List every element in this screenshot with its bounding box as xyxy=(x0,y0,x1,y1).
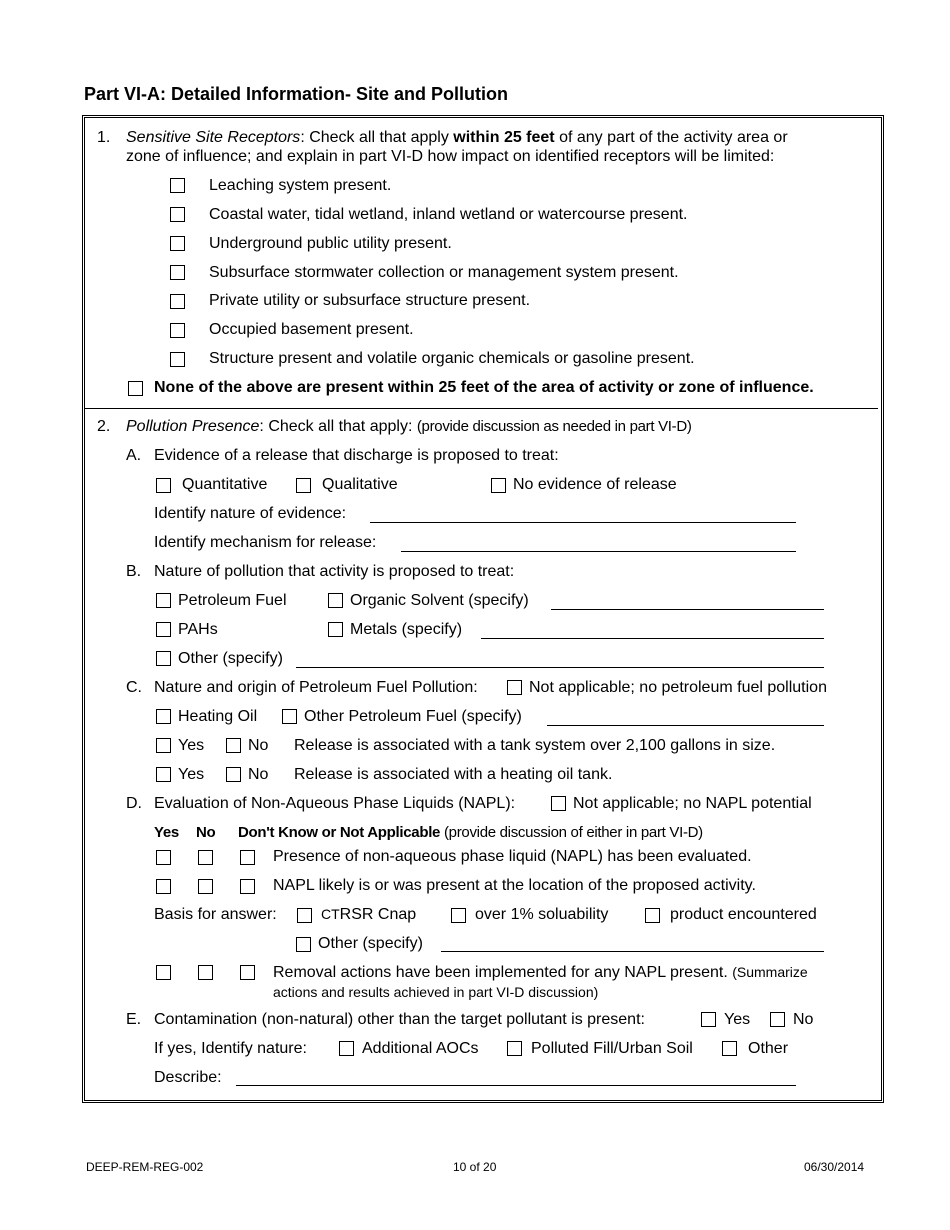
receptor-label: Subsurface stormwater collection or management system present. xyxy=(209,264,679,281)
quantitative-label: Quantitative xyxy=(182,476,268,493)
napl-evaluated-no-checkbox[interactable] xyxy=(198,850,213,865)
removal-yes-checkbox[interactable] xyxy=(156,965,171,980)
receptor-checkbox-underground[interactable] xyxy=(170,236,185,251)
yes-label: Yes xyxy=(178,766,205,783)
identify-mechanism-field[interactable] xyxy=(401,551,796,552)
basis-solubility-label: over 1% soluability xyxy=(475,906,609,923)
other-contamination-checkbox[interactable] xyxy=(722,1041,737,1056)
heating-tank-no-checkbox[interactable] xyxy=(226,767,241,782)
removal-question xyxy=(273,964,808,982)
form-date: 06/30/2014 xyxy=(804,1160,865,1174)
heating-tank-question: Release is associated with a heating oil tank. xyxy=(294,766,613,783)
napl-evaluated-dk-checkbox[interactable] xyxy=(240,850,255,865)
section1-heading-pre: : Check all that apply xyxy=(300,129,454,146)
identify-nature-label: Identify nature of evidence: xyxy=(154,505,347,522)
organic-solvent-checkbox[interactable] xyxy=(328,593,343,608)
petroleum-fuel-label: Petroleum Fuel xyxy=(178,592,287,609)
none-present-checkbox[interactable] xyxy=(128,381,143,396)
basis-label: Basis for answer: xyxy=(154,906,277,923)
form-id: DEEP-REM-REG-002 xyxy=(86,1160,204,1174)
receptor-checkbox-coastal[interactable] xyxy=(170,207,185,222)
contamination-no-label: No xyxy=(793,1011,814,1028)
napl-present-dk-checkbox[interactable] xyxy=(240,879,255,894)
section2-heading-italic: Pollution Presence xyxy=(126,418,260,435)
basis-solubility-checkbox[interactable] xyxy=(451,908,466,923)
section1-heading-line2: zone of influence; and explain in part VI-D how impact on identified receptors will be limited: xyxy=(126,148,775,165)
page-title: Part VI-A: Detailed Information- Site and Pollution xyxy=(84,84,509,104)
none-present-label: None of the above are present within 25 feet of the area of activity or zone of influence. xyxy=(154,379,814,396)
qualitative-label: Qualitative xyxy=(322,476,398,493)
contamination-yes-label: Yes xyxy=(724,1011,751,1028)
item-e-letter: E. xyxy=(126,1011,142,1028)
other-pollution-checkbox[interactable] xyxy=(156,651,171,666)
describe-field[interactable] xyxy=(236,1085,796,1086)
receptor-checkbox-basement[interactable] xyxy=(170,323,185,338)
napl-na-checkbox[interactable] xyxy=(551,796,566,811)
other-fuel-label: Other Petroleum Fuel (specify) xyxy=(304,708,522,725)
other-fuel-checkbox[interactable] xyxy=(282,709,297,724)
col-header-dont-know-label: Don't Know or Not Applicable xyxy=(238,824,441,841)
col-header-yes: Yes xyxy=(154,824,179,841)
item-c-text: Nature and origin of Petroleum Fuel Pollution: xyxy=(154,679,478,696)
receptor-checkbox-stormwater[interactable] xyxy=(170,265,185,280)
tank-system-question: Release is associated with a tank system over 2,100 gallons in size. xyxy=(294,737,776,754)
basis-rsr: RSR Cnap xyxy=(339,906,417,923)
removal-note-start: (Summarize xyxy=(732,964,808,980)
item-b-letter: B. xyxy=(126,563,142,580)
metals-field[interactable] xyxy=(481,638,824,639)
petroleum-fuel-checkbox[interactable] xyxy=(156,593,171,608)
yes-label: Yes xyxy=(178,737,205,754)
receptor-checkbox-leaching[interactable] xyxy=(170,178,185,193)
item-d-letter: D. xyxy=(126,795,142,812)
no-label: No xyxy=(248,766,269,783)
no-evidence-checkbox[interactable] xyxy=(491,478,506,493)
pahs-checkbox[interactable] xyxy=(156,622,171,637)
receptor-checkbox-structure-voc[interactable] xyxy=(170,352,185,367)
basis-product-checkbox[interactable] xyxy=(645,908,660,923)
contamination-no-checkbox[interactable] xyxy=(770,1012,785,1027)
receptor-label: Leaching system present. xyxy=(209,177,392,194)
tank-system-yes-checkbox[interactable] xyxy=(156,738,171,753)
item-d-text: Evaluation of Non-Aqueous Phase Liquids (NAPL): xyxy=(154,795,516,812)
col-header-note: (provide discussion of either in part VI-D) xyxy=(443,824,703,841)
basis-rsr-checkbox[interactable] xyxy=(297,908,312,923)
metals-checkbox[interactable] xyxy=(328,622,343,637)
organic-solvent-field[interactable] xyxy=(551,609,824,610)
section2-heading-note: (provide discussion as needed in part VI-D) xyxy=(416,418,692,435)
col-header-dont-know xyxy=(238,824,703,841)
item-c-letter: C. xyxy=(126,679,142,696)
tank-system-no-checkbox[interactable] xyxy=(226,738,241,753)
heating-oil-checkbox[interactable] xyxy=(156,709,171,724)
additional-aocs-label: Additional AOCs xyxy=(362,1040,479,1057)
receptor-checkbox-private-utility[interactable] xyxy=(170,294,185,309)
removal-no-checkbox[interactable] xyxy=(198,965,213,980)
col-header-no: No xyxy=(196,824,216,841)
napl-na-label: Not applicable; no NAPL potential xyxy=(573,795,812,812)
receptor-label: Structure present and volatile organic chemicals or gasoline present. xyxy=(209,350,695,367)
receptor-label: Underground public utility present. xyxy=(209,235,452,252)
napl-present-yes-checkbox[interactable] xyxy=(156,879,171,894)
napl-present-question: NAPL likely is or was present at the location of the proposed activity. xyxy=(273,877,756,894)
item-a-letter: A. xyxy=(126,447,142,464)
section1-heading-italic: Sensitive Site Receptors xyxy=(126,129,301,146)
pahs-label: PAHs xyxy=(178,621,218,638)
section1-heading xyxy=(126,129,788,147)
other-fuel-field[interactable] xyxy=(547,725,824,726)
other-pollution-label: Other (specify) xyxy=(178,650,283,667)
other-pollution-field[interactable] xyxy=(296,667,824,668)
additional-aocs-checkbox[interactable] xyxy=(339,1041,354,1056)
section2-heading-post: : Check all that apply: xyxy=(259,418,417,435)
removal-note-end: actions and results achieved in part VI-D discussion) xyxy=(273,984,599,1000)
basis-product-label: product encountered xyxy=(670,906,817,923)
removal-dk-checkbox[interactable] xyxy=(240,965,255,980)
basis-other-field[interactable] xyxy=(441,951,824,952)
quantitative-checkbox[interactable] xyxy=(156,478,171,493)
qualitative-checkbox[interactable] xyxy=(296,478,311,493)
heating-oil-label: Heating Oil xyxy=(178,708,258,725)
item-e-text: Contamination (non-natural) other than the target pollutant is present: xyxy=(154,1011,645,1028)
describe-label: Describe: xyxy=(154,1069,222,1086)
basis-other-label: Other (specify) xyxy=(318,935,423,952)
basis-rsr-label xyxy=(321,906,416,924)
section1-number: 1. xyxy=(97,129,111,146)
section2-heading xyxy=(126,418,692,436)
receptor-label: Private utility or subsurface structure present. xyxy=(209,292,531,309)
receptor-label: Occupied basement present. xyxy=(209,321,414,338)
napl-evaluated-question: Presence of non-aqueous phase liquid (NAPL) has been evaluated. xyxy=(273,848,752,865)
heating-tank-yes-checkbox[interactable] xyxy=(156,767,171,782)
basis-other-checkbox[interactable] xyxy=(296,937,311,952)
section1-heading-post: of any part of the activity area or xyxy=(554,129,788,146)
no-evidence-label: No evidence of release xyxy=(513,476,677,493)
basis-ct: CT xyxy=(321,906,340,922)
page-number: 10 of 20 xyxy=(453,1160,497,1174)
identify-nature-field[interactable] xyxy=(370,522,796,523)
receptor-label: Coastal water, tidal wetland, inland wetland or watercourse present. xyxy=(209,206,688,223)
other-contamination-label: Other xyxy=(748,1040,789,1057)
removal-question-text: Removal actions have been implemented for any NAPL present. xyxy=(273,964,728,981)
section-divider xyxy=(84,408,878,409)
section1-heading-bold: within 25 feet xyxy=(453,129,555,146)
napl-present-no-checkbox[interactable] xyxy=(198,879,213,894)
identify-mechanism-label: Identify mechanism for release: xyxy=(154,534,377,551)
petroleum-na-checkbox[interactable] xyxy=(507,680,522,695)
section2-number: 2. xyxy=(97,418,111,435)
polluted-fill-label: Polluted Fill/Urban Soil xyxy=(531,1040,693,1057)
organic-solvent-label: Organic Solvent (specify) xyxy=(350,592,529,609)
no-label: No xyxy=(248,737,269,754)
napl-evaluated-yes-checkbox[interactable] xyxy=(156,850,171,865)
contamination-yes-checkbox[interactable] xyxy=(701,1012,716,1027)
item-a-text: Evidence of a release that discharge is proposed to treat: xyxy=(154,447,559,464)
polluted-fill-checkbox[interactable] xyxy=(507,1041,522,1056)
item-b-text: Nature of pollution that activity is proposed to treat: xyxy=(154,563,515,580)
identify-nature-e-label: If yes, Identify nature: xyxy=(154,1040,307,1057)
metals-label: Metals (specify) xyxy=(350,621,463,638)
petroleum-na-label: Not applicable; no petroleum fuel pollution xyxy=(529,679,827,696)
